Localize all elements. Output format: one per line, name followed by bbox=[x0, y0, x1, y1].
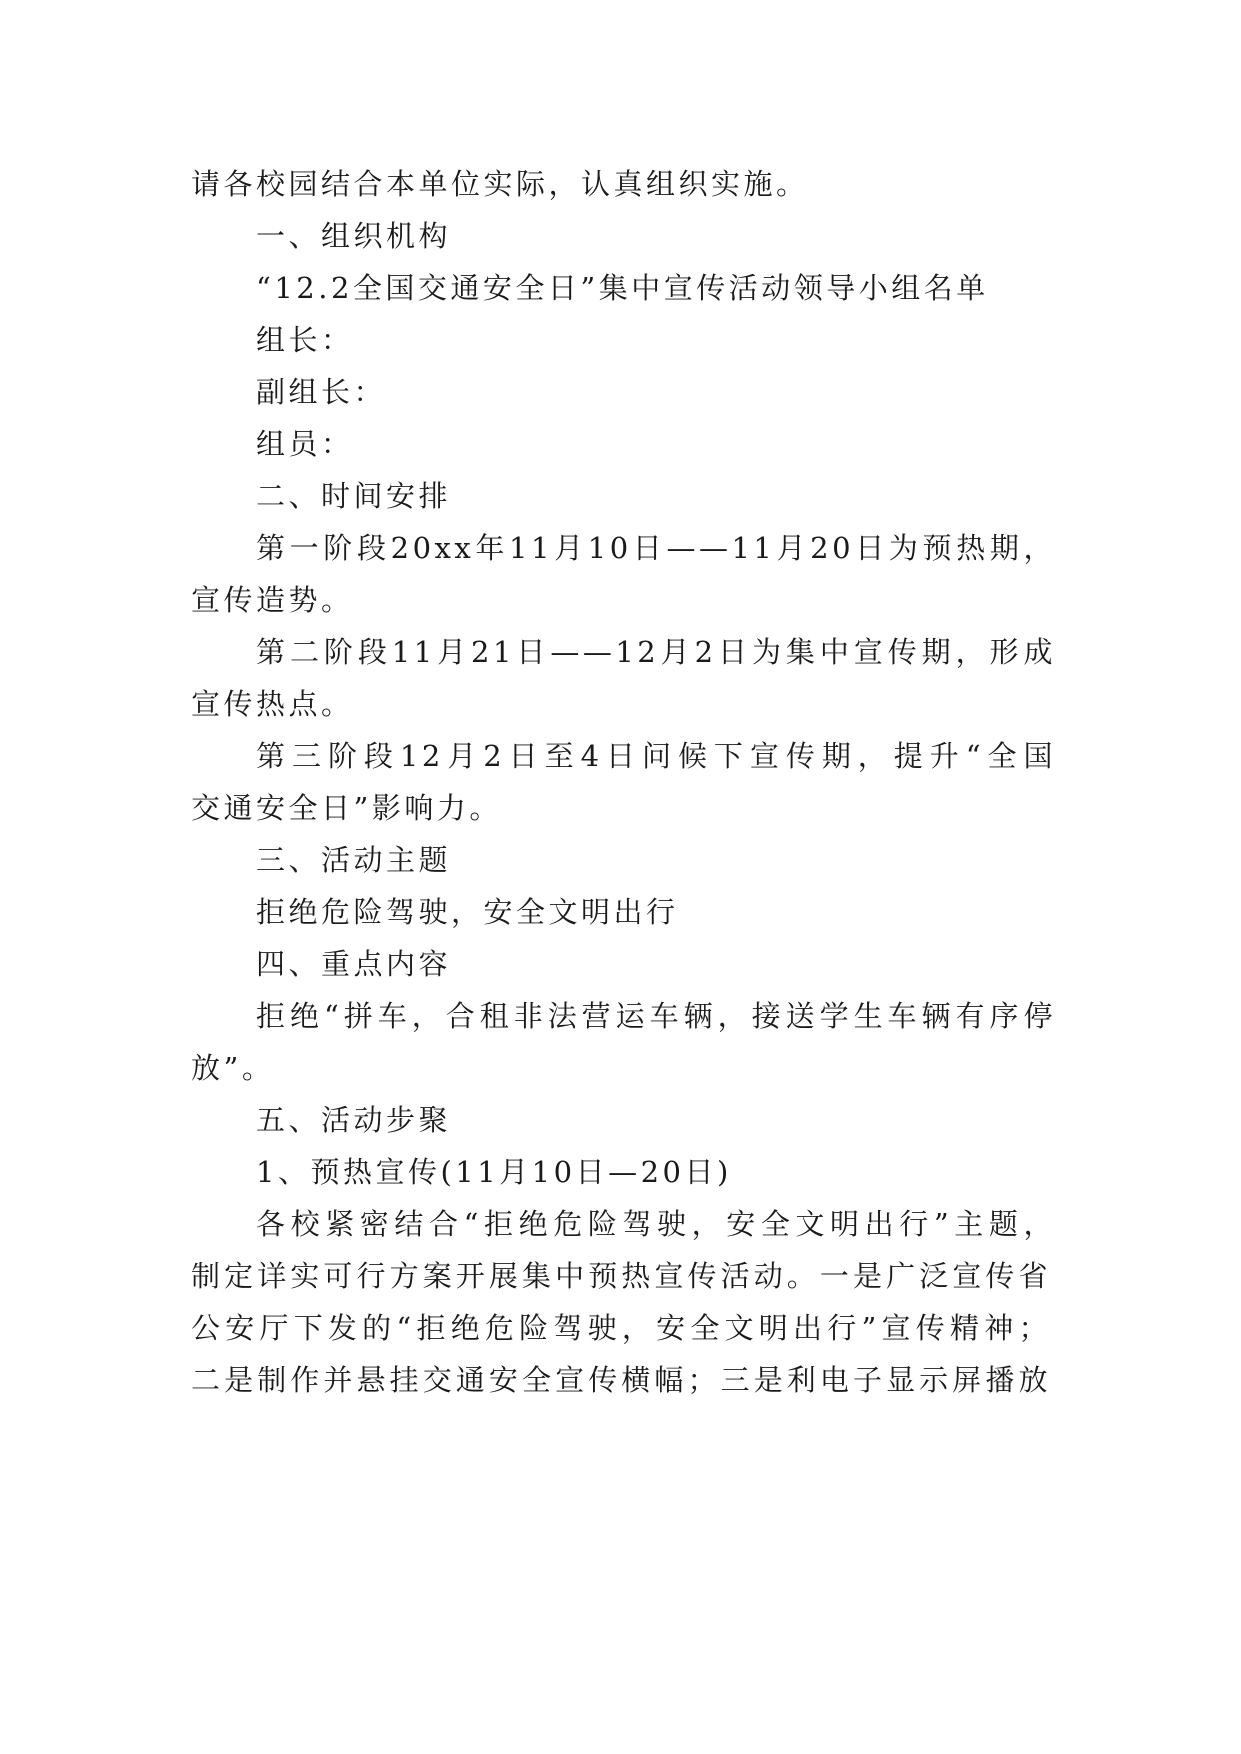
paragraph-line: 拒绝危险驾驶，安全文明出行 bbox=[256, 895, 679, 929]
paragraph-line: 宣传造势。 bbox=[191, 583, 354, 617]
paragraph-line: 1、预热宣传(11月10日—20日) bbox=[256, 1155, 732, 1189]
paragraph-line: 二是制作并悬挂交通安全宣传横幅；三是利电子显示屏播放 bbox=[191, 1363, 1051, 1397]
section-heading: 四、重点内容 bbox=[256, 947, 452, 981]
paragraph-line: 请各校园结合本单位实际，认真组织实施。 bbox=[191, 167, 809, 201]
paragraph-line: 第二阶段11月21日——12月2日为集中宣传期，形成 bbox=[256, 635, 1056, 669]
paragraph-line: 公安厅下发的“拒绝危险驾驶，安全文明出行”宣传精神； bbox=[191, 1311, 1051, 1345]
paragraph-line: 制定详实可行方案开展集中预热宣传活动。一是广泛宣传省 bbox=[191, 1259, 1051, 1293]
paragraph-line: “12.2全国交通安全日”集中宣传活动领导小组名单 bbox=[256, 271, 989, 305]
paragraph-line: 第一阶段20xx年11月10日——11月20日为预热期， bbox=[256, 531, 1056, 565]
section-heading: 二、时间安排 bbox=[256, 479, 452, 513]
section-heading: 三、活动主题 bbox=[256, 843, 452, 877]
paragraph-line: 交通安全日”影响力。 bbox=[191, 791, 502, 825]
paragraph-line: 拒绝“拼车，合租非法营运车辆，接送学生车辆有序停 bbox=[256, 999, 1056, 1033]
section-heading: 五、活动步聚 bbox=[256, 1103, 452, 1137]
paragraph-line: 第三阶段12月2日至4日问候下宣传期，提升“全国 bbox=[256, 739, 1056, 773]
section-heading: 一、组织机构 bbox=[256, 219, 452, 253]
paragraph-line: 组长： bbox=[256, 323, 354, 357]
paragraph-line: 放”。 bbox=[191, 1051, 275, 1085]
paragraph-line: 宣传热点。 bbox=[191, 687, 354, 721]
paragraph-line: 副组长： bbox=[256, 375, 387, 409]
paragraph-line: 组员： bbox=[256, 427, 354, 461]
paragraph-line: 各校紧密结合“拒绝危险驾驶，安全文明出行”主题， bbox=[256, 1207, 1056, 1241]
